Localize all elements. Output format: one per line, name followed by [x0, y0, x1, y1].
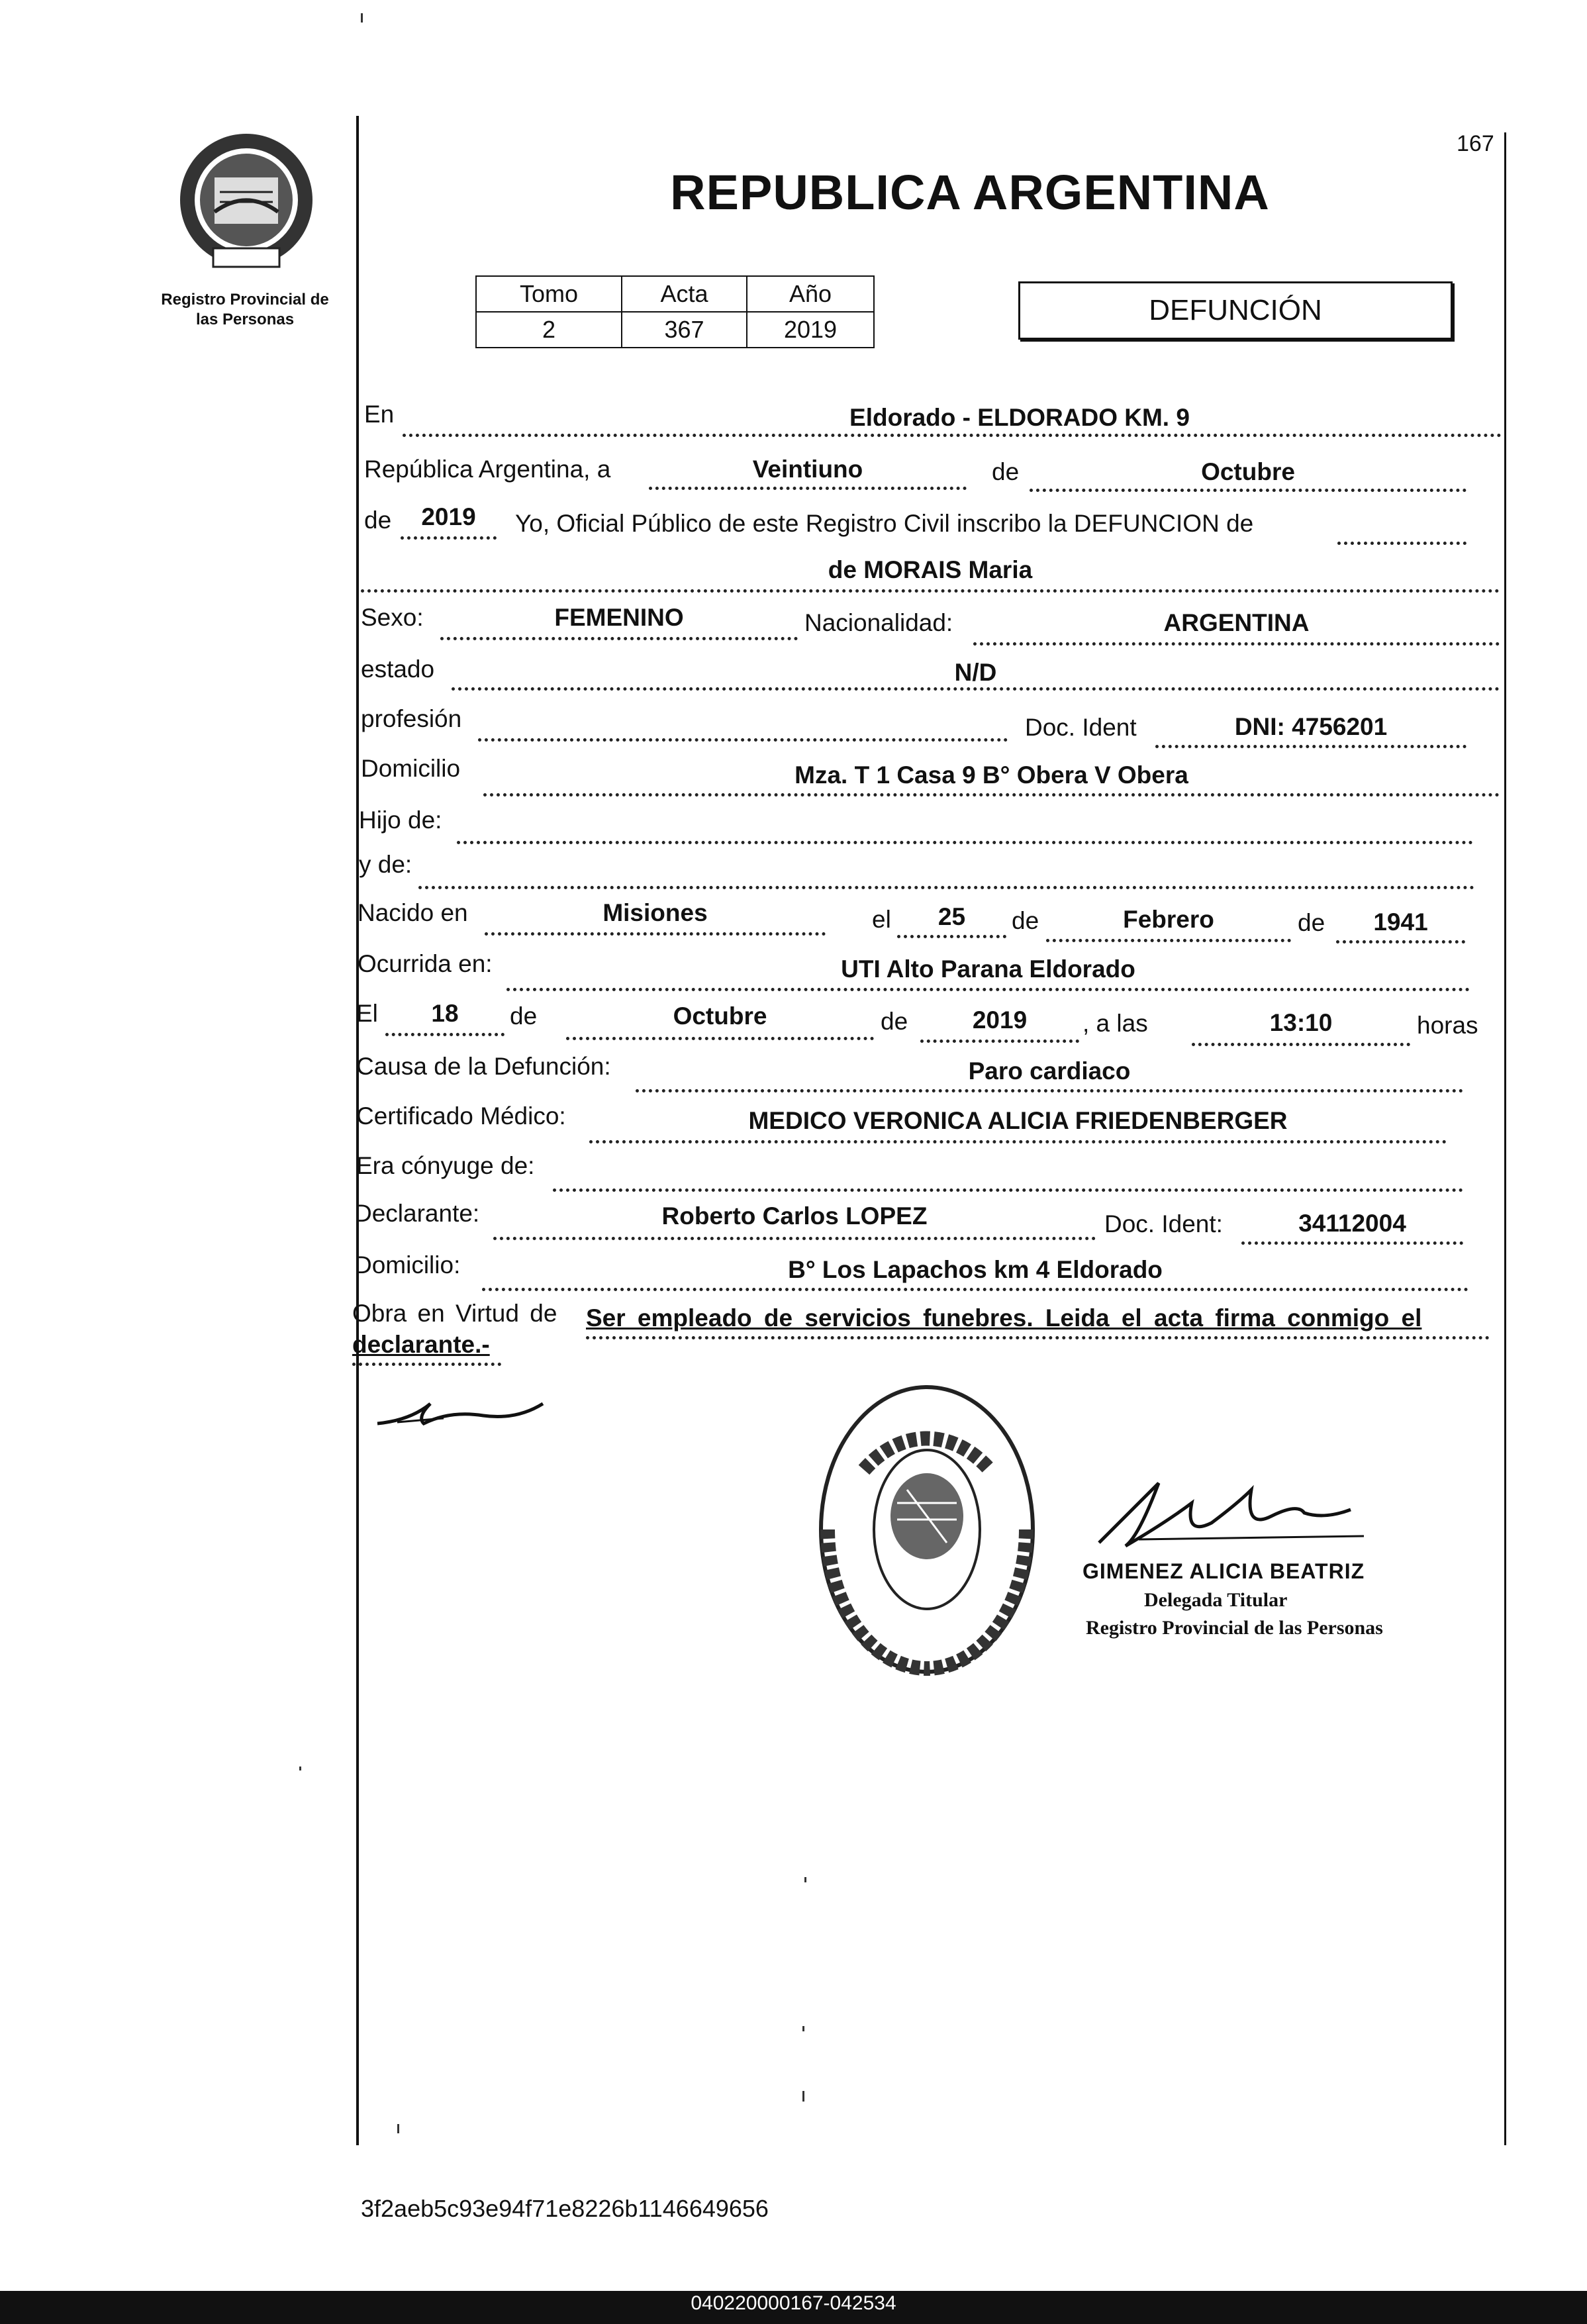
deceased-name: de MORAIS Maria: [828, 556, 1033, 583]
month-value: Octubre: [1201, 458, 1295, 485]
dotted-line: [636, 1089, 1463, 1092]
domicilio-declarante-value: B° Los Lapachos km 4 Eldorado: [788, 1256, 1163, 1283]
profesion-label: profesión: [361, 705, 462, 732]
doc-ident-label: Doc. Ident: [1025, 714, 1137, 741]
dotted-line: [920, 1040, 1079, 1043]
declarante-doc-label: Doc. Ident:: [1104, 1210, 1223, 1237]
dotted-line: [485, 932, 826, 936]
sexo-label: Sexo:: [361, 604, 424, 631]
document-hash: 3f2aeb5c93e94f71e8226b1146649656: [361, 2195, 769, 2222]
anio-value: 2019: [747, 312, 874, 348]
yde-label: y de:: [359, 851, 412, 878]
tomo-header: Tomo: [476, 276, 622, 312]
nacido-value: Misiones: [602, 899, 708, 926]
dotted-line: [482, 1288, 1468, 1291]
dotted-line: [418, 886, 1474, 889]
birth-year: 1941: [1373, 908, 1428, 936]
scan-mark: [802, 2026, 804, 2031]
causa-value: Paro cardiaco: [968, 1057, 1131, 1085]
official-stamp: [811, 1377, 1043, 1682]
death-time: 13:10: [1269, 1009, 1333, 1036]
dotted-line: [457, 841, 1473, 844]
dotted-line: [440, 637, 798, 640]
republica-label: República Argentina, a: [364, 456, 611, 483]
page-number: 167: [1457, 131, 1494, 156]
dotted-line: [385, 1033, 505, 1036]
acta-value: 367: [622, 312, 747, 348]
dotted-line: [361, 589, 1500, 593]
day-value: Veintiuno: [752, 456, 863, 483]
registry-label: [139, 290, 351, 330]
ocurrida-label: Ocurrida en:: [358, 950, 493, 977]
dotted-line: [352, 1363, 501, 1366]
declarant-signature: [371, 1384, 556, 1437]
official-name: GIMENEZ ALICIA BEATRIZ: [1082, 1559, 1365, 1583]
alas-label: , a las: [1082, 1010, 1148, 1037]
doc-ident-value: DNI: 4756201: [1234, 713, 1388, 740]
dotted-line: [478, 738, 1008, 742]
estado-label: estado: [361, 655, 435, 683]
dotted-line: [553, 1188, 1463, 1192]
causa-label: Causa de la Defunción:: [356, 1053, 611, 1080]
sexo-value: FEMENINO: [554, 604, 684, 631]
tomo-value: 2: [476, 312, 622, 348]
El-label: El: [356, 1000, 378, 1027]
record-table: [475, 275, 875, 348]
dotted-line: [649, 487, 967, 490]
dotted-line: [1030, 489, 1467, 492]
dotted-line: [1241, 1241, 1463, 1245]
de-label: de: [881, 1008, 908, 1035]
dotted-line: [401, 536, 497, 540]
el-label: el: [872, 906, 891, 933]
acta-header: Acta: [622, 276, 747, 312]
death-year: 2019: [972, 1006, 1028, 1034]
dotted-line: [1046, 939, 1291, 942]
dotted-line: [589, 1140, 1447, 1143]
en-label: En: [364, 401, 395, 428]
left-margin-rule: [356, 116, 359, 2145]
right-margin-rule: [1504, 132, 1506, 2145]
domicilio-value: Mza. T 1 Casa 9 B° Obera V Obera: [794, 761, 1188, 789]
nacionalidad-value: ARGENTINA: [1163, 609, 1310, 636]
dotted-line: [1336, 940, 1465, 944]
dotted-line: [506, 988, 1470, 991]
birth-month: Febrero: [1123, 906, 1214, 933]
year-value: 2019: [421, 503, 476, 530]
domicilio-declarante-label: Domicilio:: [354, 1251, 461, 1279]
scan-mark: [397, 2124, 399, 2133]
provincial-seal: [173, 126, 319, 278]
registry-label-line2: las Personas: [195, 311, 295, 328]
domicilio-label: Domicilio: [361, 755, 461, 782]
death-day: 18: [431, 1000, 459, 1027]
obra-value-line1: Ser empleado de servicios funebres. Leida el acta firma conmigo el: [586, 1304, 1422, 1331]
dotted-line: [493, 1237, 1096, 1240]
hijo-label: Hijo de:: [359, 806, 442, 834]
de-label: de: [1012, 907, 1039, 934]
record-table-value-row: [476, 312, 874, 348]
anio-header: Año: [747, 276, 874, 312]
official-registry: Registro Provincial de las Personas: [1086, 1617, 1383, 1639]
footer-barcode-text: 040220000167-042534: [691, 2292, 896, 2314]
official-signature: [1086, 1463, 1384, 1556]
nacionalidad-label: Nacionalidad:: [804, 609, 953, 636]
ocurrida-value: UTI Alto Parana Eldorado: [841, 955, 1135, 983]
declarante-label: Declarante:: [354, 1200, 480, 1227]
de-label: de: [510, 1002, 538, 1030]
estado-value: N/D: [954, 659, 997, 686]
dotted-line: [1337, 542, 1467, 545]
dotted-line: [452, 687, 1500, 691]
certificado-label: Certificado Médico:: [356, 1102, 566, 1130]
de-label: de: [1298, 909, 1325, 936]
dotted-line: [586, 1336, 1490, 1339]
dotted-line: [403, 434, 1502, 437]
nacido-label: Nacido en: [358, 899, 468, 926]
scan-mark: [802, 2091, 804, 2102]
declarante-value: Roberto Carlos LOPEZ: [661, 1202, 928, 1230]
de-label: de: [992, 458, 1020, 485]
scan-mark: [299, 1767, 301, 1770]
death-month: Octubre: [673, 1002, 767, 1030]
dotted-line: [1155, 745, 1467, 748]
dotted-line: [973, 642, 1500, 646]
official-role: Delegada Titular: [1144, 1589, 1288, 1611]
dotted-line: [483, 793, 1500, 797]
record-table-header-row: [476, 276, 874, 312]
inscribo-text: Yo, Oficial Público de este Registro Civil inscribo la DEFUNCION de: [515, 510, 1254, 537]
registry-label-line1: Registro Provincial de: [161, 291, 329, 309]
record-type-box: DEFUNCIÓN: [1018, 281, 1453, 340]
dotted-line: [1192, 1043, 1410, 1046]
scan-mark: [361, 13, 363, 23]
scan-mark: [804, 1877, 806, 1882]
obra-label: Obra en Virtud de: [352, 1300, 557, 1327]
dotted-line: [897, 935, 1006, 938]
en-value: Eldorado - ELDORADO KM. 9: [849, 404, 1190, 431]
horas-label: horas: [1417, 1012, 1478, 1039]
obra-value-line2: declarante.-: [352, 1331, 490, 1358]
declarante-doc-value: 34112004: [1298, 1210, 1406, 1237]
conyuge-label: Era cónyuge de:: [356, 1152, 535, 1179]
provincial-seal-icon: [173, 126, 319, 278]
birth-day: 25: [938, 903, 966, 930]
dotted-line: [566, 1037, 874, 1040]
page-title: REPUBLICA ARGENTINA: [670, 165, 1270, 220]
de-label: de: [364, 507, 392, 534]
certificado-value: MEDICO VERONICA ALICIA FRIEDENBERGER: [748, 1107, 1288, 1134]
